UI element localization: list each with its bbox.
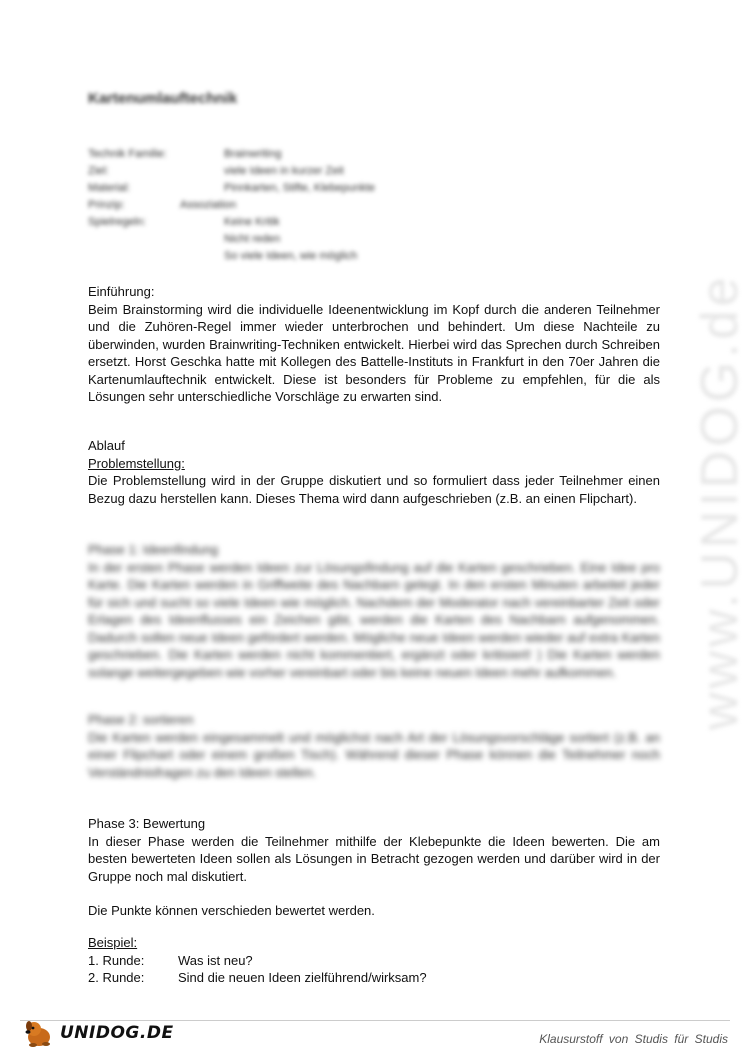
meta-label: Ziel: xyxy=(88,165,109,177)
meta-row xyxy=(88,163,375,180)
round-question: Sind die neuen Ideen zielführend/wirksam? xyxy=(178,970,427,985)
phase3-section xyxy=(88,815,660,920)
round-row xyxy=(88,969,660,987)
meta-label: Prinzip: xyxy=(88,199,125,211)
ablauf-section xyxy=(88,437,660,507)
phase3-heading: Phase 3: Bewertung xyxy=(88,816,206,831)
watermark: www.UNIDOG.de xyxy=(691,273,749,730)
intro-heading: Einführung: xyxy=(88,284,155,299)
meta-value: Assoziation xyxy=(180,199,237,211)
ablauf-heading: Ablauf xyxy=(88,438,125,453)
meta-value: So viele Ideen, wie möglich xyxy=(224,250,358,262)
phase1-section xyxy=(88,541,660,681)
meta-label: Spielregeln: xyxy=(88,216,147,228)
document-title: Kartenumlauftechnik xyxy=(88,90,238,107)
meta-value: viele Ideen in kurzer Zeit xyxy=(224,165,344,177)
meta-value: Brainwriting xyxy=(224,148,282,160)
meta-row xyxy=(88,214,375,231)
phase1-heading: Phase 1: Ideenfindung xyxy=(88,542,219,557)
logo-text: UNIDOG.DE xyxy=(60,1023,174,1043)
meta-label: Material: xyxy=(88,182,131,194)
meta-row xyxy=(88,248,375,265)
points-note: Die Punkte können verschieden bewertet werden. xyxy=(88,903,375,918)
footer-tagline: Klausurstoff von Studis für Studis xyxy=(539,1032,728,1046)
meta-value: Keine Kritik xyxy=(224,216,280,228)
meta-label xyxy=(88,231,224,248)
phase3-text: In dieser Phase werden die Teilnehmer mithilfe der Klebepunkte die Ideen bewerten. Die am besten bewerteten Ideen sollen als Lösungen in Betracht gezogen werden und darüber wird in der Gruppe noch mal diskutiert. xyxy=(88,833,660,884)
phase1-text: In der ersten Phase werden Ideen zur Lösungsfindung auf die Karten geschrieben. Eine Idee pro Karte. Die Karten werden in Griffweite des Nachbarn gelegt. In den ersten Minuten arbeitet jeder für sich und sucht so viele Ideen wie möglich. Nachdem der Moderator nach vereinbarter Zeit oder Erlagen des Ideenflusses ein Zeichen gibt, werden die Karten des Nachbarn aufgenommen. Dadurch sollen neue Ideen gefördert werden. Mögliche neue Ideen werden wieder auf extra Karten geschrieben. Die Karten werden nicht kommentiert, ergänzt oder kritisiert! ) Die Karten werden solange weitergegeben wie vorher vereinbart oder bis keine neuen Ideen mehr aufkommen. xyxy=(88,559,660,680)
meta-label: Technik Familie: xyxy=(88,148,167,160)
problem-heading: Problemstellung: xyxy=(88,455,185,471)
meta-label xyxy=(88,248,224,265)
phase2-text: Die Karten werden eingesammelt und möglichst nach Art der Lösungsvorschläge sortiert (z.B. an einer Flipchart oder einem großen Tisch). Während dieser Phase können die Teilnehmer noch Verständnisfragen zu den Ideen stellen. xyxy=(88,729,660,780)
round-label: 2. Runde: xyxy=(88,970,145,985)
problem-text: Die Problemstellung wird in der Gruppe diskutiert und so formuliert dass jeder Teilnehmer einen Bezug dazu herstellen kann. Dieses Thema wird dann aufgeschrieben (z.B. an einen Flipchart). xyxy=(88,473,660,506)
example-section xyxy=(88,934,660,987)
meta-value: Pinnkarten, Stifte, Klebepunkte xyxy=(224,182,376,194)
meta-row xyxy=(88,146,375,163)
intro-text: Beim Brainstorming wird die individuelle Ideenentwicklung im Kopf durch die anderen Teilnehmer und die Zuhören-Regel immer wieder unterbrochen und behindert. Um diese Nachteile zu überwinden, wurden Brainwriting-Techniken entwickelt. Hierbei wird das Sprechen durch Schreiben ersetzt. Horst Geschka hatte mit Kollegen des Battelle-Instituts in Frankfurt in den 70er Jahren die Kartenumlauftechnik entwickelt. Diese ist besonders für Probleme zu empfehlen, für die als Lösungen sehr unterschiedliche Vorschläge zu erwarten sind. xyxy=(88,301,660,404)
phase2-heading: Phase 2: sortieren xyxy=(88,712,194,727)
intro-section xyxy=(88,283,660,406)
unidog-logo xyxy=(22,1018,174,1048)
round-label: 1. Runde: xyxy=(88,952,145,968)
meta-value: Nicht reden xyxy=(224,233,281,245)
dog-icon xyxy=(22,1018,56,1048)
meta-row xyxy=(88,231,375,248)
meta-row xyxy=(88,197,375,214)
example-heading: Beispiel: xyxy=(88,935,138,950)
phase2-section xyxy=(88,711,660,781)
round-question: Was ist neu? xyxy=(178,952,253,968)
meta-table xyxy=(88,146,375,265)
meta-row xyxy=(88,180,375,197)
round-row xyxy=(88,952,660,970)
